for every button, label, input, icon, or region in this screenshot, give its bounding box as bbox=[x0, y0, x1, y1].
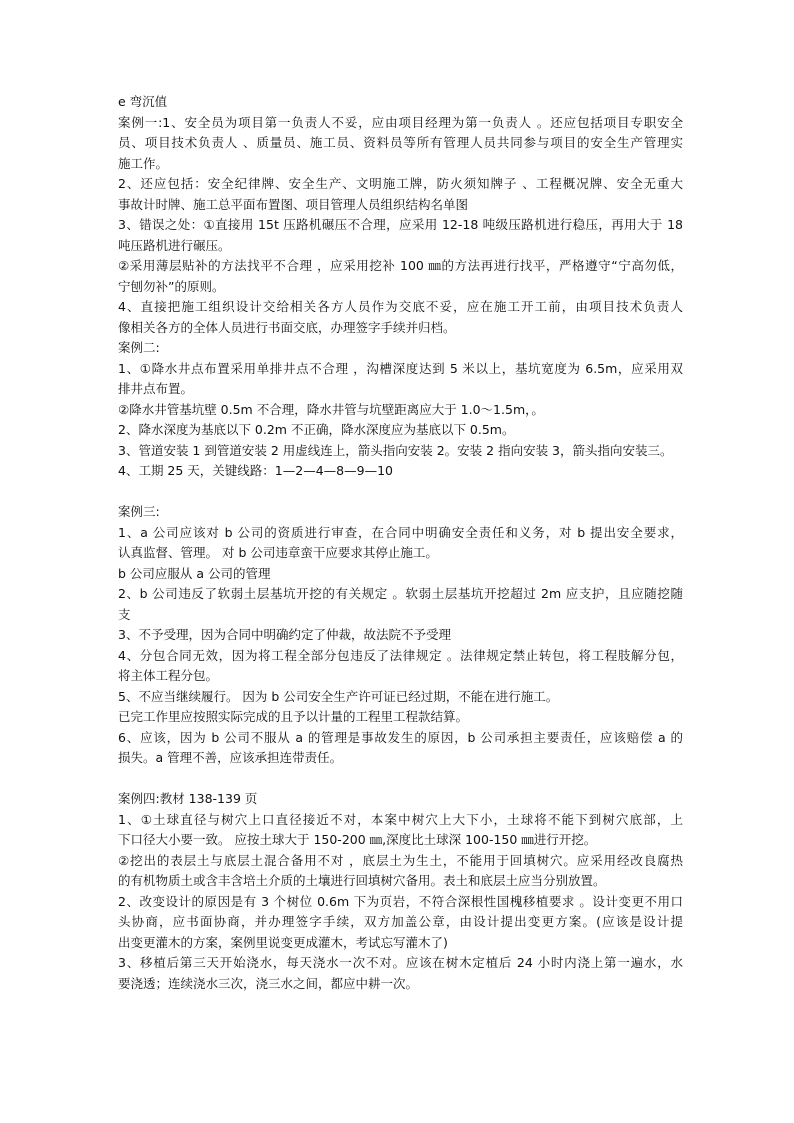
text-line: 宁刨勿补”的原则。 bbox=[118, 278, 225, 294]
text-line: 2、还应包括：安全纪律牌、安全生产、文明施工牌，防火须知牌子 、工程概况牌、安全无重大 bbox=[118, 176, 683, 191]
text-line: 要浇透；连续浇水三次，浇三水之间，都应中耕一次。 bbox=[118, 975, 419, 991]
text-line: e 弯沉值 bbox=[118, 94, 168, 109]
text-line: 5、不应当继续履行。 因为 b 公司安全生产许可证已经过期，不能在进行施工。 bbox=[118, 688, 559, 704]
text-line: 出变更灌木的方案，案例里说变更成灌木，考试忘写灌木了) bbox=[118, 934, 448, 950]
text-line: 认真监督、管理。 对 b 公司违章蛮干应要求其停止施工。 bbox=[118, 545, 438, 560]
text-line: 4、分包合同无效，因为将工程全部分包违反了法律规定 。法律规定禁止转包，将工程肢解分包， bbox=[118, 647, 683, 663]
text-line: ②采用薄层贴补的方法找平不合理 ，应采用挖补 100 ㎜的方法再进行找平，严格遵守“宁高勿低， bbox=[118, 258, 683, 273]
text-line: 3、管道安装 1 到管道安装 2 用虚线连上，箭头指向安装 2。安装 2 指向安装 3，箭头指向安装三。 bbox=[118, 442, 673, 458]
text-line: 案例一:1、安全员为项目第一负责人不妥，应由项目经理为第一负责人 。还应包括项目专职安全 bbox=[118, 114, 683, 130]
text-line: 4、工期 25 天，关键线路：1—2—4—8—9—10 bbox=[118, 463, 393, 478]
text-line: 员、项目技术负责人 、质量员、施工员、资料员等所有管理人员共同参与项目的安全生产管理实 bbox=[118, 135, 683, 150]
text-line: 1、①土球直径与树穴上口直径接近不对，本案中树穴上大下小，土球将不能下到树穴底部，上 bbox=[118, 811, 683, 827]
text-line: ②挖出的表层土与底层土混合备用不对 ，底层土为生土，不能用于回填树穴。应采用经改良腐热 bbox=[118, 852, 683, 868]
text-line: 损失。a 管理不善，应该承担连带责任。 bbox=[118, 750, 343, 765]
text-line: 的有机物质土或含丰含培土介质的土壤进行回填树穴备用。表土和底层土应当分别放置。 bbox=[118, 873, 606, 888]
text-line: 支 bbox=[118, 606, 131, 622]
text-line: 下口径大小要一致。 应按土球大于 150-200 ㎜,深度比土球深 100-150 ㎜进行开挖。 bbox=[118, 832, 597, 847]
text-line: 1、a 公司应该对 b 公司的资质进行审查，在合同中明确安全责任和义务，对 b 提出安全要求， bbox=[118, 524, 683, 540]
document-body bbox=[118, 92, 683, 994]
text-line: 2、b 公司违反了软弱土层基坑开挖的有关规定 。软弱土层基坑开挖超过 2m 应支护，且应随挖随 bbox=[118, 586, 683, 601]
text-line: 像相关各方的全体人员进行书面交底，办理签字手续并归档。 bbox=[118, 319, 456, 335]
blank-line bbox=[118, 769, 683, 790]
blank-line bbox=[118, 482, 683, 503]
text-line: 排井点布置。 bbox=[118, 381, 194, 396]
text-line: b 公司应服从 a 公司的管理 bbox=[118, 565, 271, 581]
text-line: 3、错误之处：①直接用 15t 压路机碾压不合理，应采用 12-18 吨级压路机进行稳压，再用大于 18 bbox=[118, 217, 683, 232]
text-line: 头协商，应书面协商，并办理签字手续，双方加盖公章，由设计提出变更方案。(应该是设计提 bbox=[118, 914, 683, 929]
text-line: 6、应该，因为 b 公司不服从 a 的管理是事故发生的原因，b 公司承担主要责任，应该赔偿 a 的 bbox=[118, 729, 683, 745]
text-line: ②降水井管基坑壁 0.5m 不合理，降水井管与坑壁距离应大于 1.0～1.5m，。 bbox=[118, 401, 544, 417]
text-line: 3、不予受理，因为合同中明确约定了仲裁，故法院不予受理 bbox=[118, 627, 451, 642]
text-line: 将主体工程分包。 bbox=[118, 668, 219, 683]
text-line: 1、①降水井点布置采用单排井点不合理 ，沟槽深度达到 5 米以上，基坑宽度为 6.5m，应采用双 bbox=[118, 360, 683, 376]
text-line: 事故计时牌、施工总平面布置图、项目管理人员组织结构名单图 bbox=[118, 196, 469, 212]
text-line: 吨压路机进行碾压。 bbox=[118, 237, 231, 253]
section-heading: 案例四:教材 138-139 页 bbox=[118, 791, 258, 806]
text-line: 已完工作里应按照实际完成的且予以计量的工程里工程款结算。 bbox=[118, 709, 469, 724]
text-line: 施工作。 bbox=[118, 155, 169, 171]
section-heading: 案例二: bbox=[118, 340, 160, 355]
text-line: 4、直接把施工组织设计交给相关各方人员作为交底不妥，应在施工开工前，由项目技术负责人 bbox=[118, 299, 683, 314]
text-line: 2、改变设计的原因是有 3 个树位 0.6m 下为页岩，不符合深根性国槐移植要求 。设计变更不用口 bbox=[118, 893, 683, 909]
text-line: 3、移植后第三天开始浇水，每天浇水一次不对。应该在树木定植后 24 小时内浇上第一遍水，水 bbox=[118, 955, 683, 970]
text-line: 2、降水深度为基底以下 0.2m 不正确，降水深度应为基底以下 0.5m。 bbox=[118, 422, 515, 437]
section-heading: 案例三: bbox=[118, 504, 160, 519]
